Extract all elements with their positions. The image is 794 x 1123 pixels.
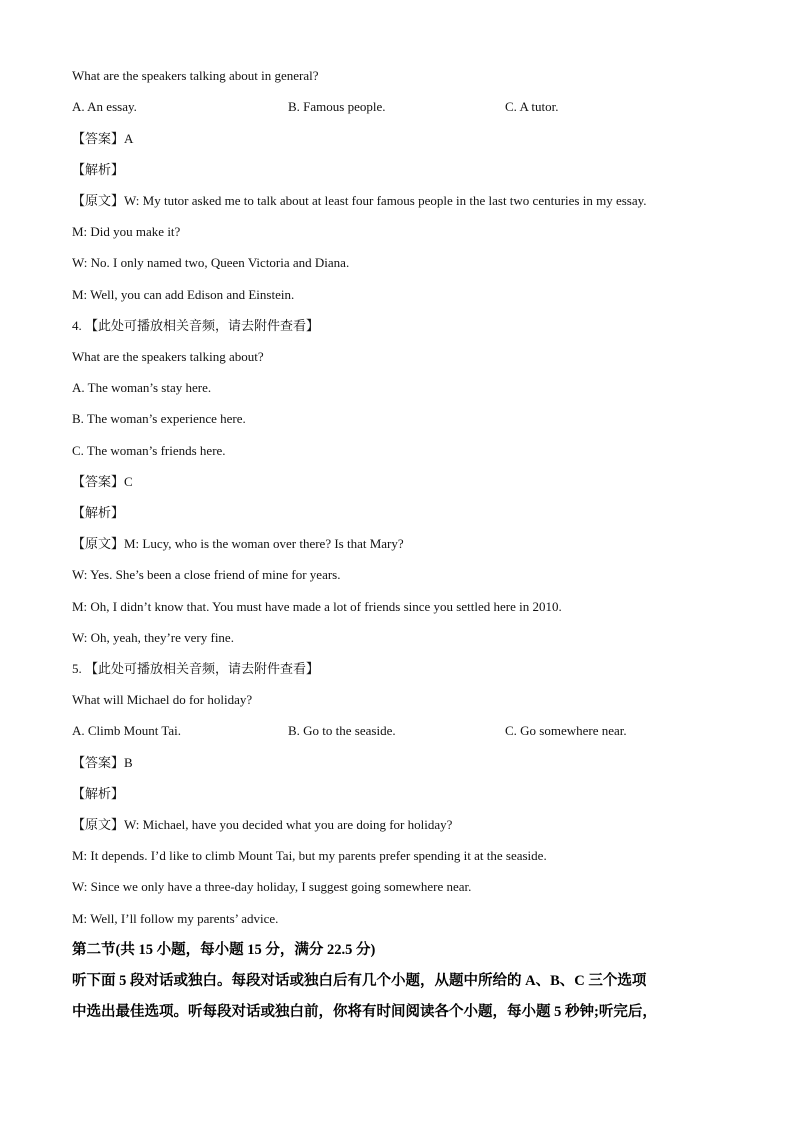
q3-script-line: W: No. I only named two, Queen Victoria and Diana. bbox=[72, 255, 350, 270]
q4-script-line: M: Oh, I didn’t know that. You must have made a lot of friends since you settled here in 2010. bbox=[72, 599, 562, 614]
q4-script-line: 【原文】M: Lucy, who is the woman over there? Is that Mary? bbox=[72, 536, 404, 551]
q5-question: What will Michael do for holiday? bbox=[72, 692, 253, 707]
q3-option-c: C. A tutor. bbox=[505, 99, 559, 114]
q3-script-line: M: Did you make it? bbox=[72, 224, 181, 239]
q5-option-c: C. Go somewhere near. bbox=[505, 723, 627, 738]
q5-script-line: M: Well, I’ll follow my parents’ advice. bbox=[72, 911, 279, 926]
q5-audio-header: 5. 【此处可播放相关音频，请去附件查看】 bbox=[72, 661, 320, 676]
q5-script-line: M: It depends. I’d like to climb Mount Tai, but my parents prefer spending it at the seaside. bbox=[72, 848, 547, 863]
q5-script-line: 【原文】W: Michael, have you decided what you are doing for holiday? bbox=[72, 817, 453, 832]
q5-options bbox=[72, 723, 722, 739]
q5-script-line: W: Since we only have a three-day holiday, I suggest going somewhere near. bbox=[72, 879, 472, 894]
section-2-title: 第二节(共 15 小题，每小题 15 分，满分 22.5 分) bbox=[72, 942, 376, 958]
q4-script-line: W: Yes. She’s been a close friend of mine for years. bbox=[72, 567, 341, 582]
q4-question: What are the speakers talking about? bbox=[72, 349, 264, 364]
q3-option-a: A. An essay. bbox=[72, 99, 137, 114]
q4-script-line: W: Oh, yeah, they’re very fine. bbox=[72, 630, 234, 645]
q5-answer: 【答案】B bbox=[72, 755, 133, 770]
q3-question: What are the speakers talking about in general? bbox=[72, 68, 319, 83]
q4-option-b: B. The woman’s experience here. bbox=[72, 411, 246, 426]
q3-script-line: M: Well, you can add Edison and Einstein. bbox=[72, 287, 295, 302]
q3-option-b: B. Famous people. bbox=[288, 99, 386, 114]
q4-option-c: C. The woman’s friends here. bbox=[72, 443, 226, 458]
q5-option-a: A. Climb Mount Tai. bbox=[72, 723, 181, 738]
section-2-instructions-line: 听下面 5 段对话或独白。每段对话或独白后有几个小题，从题中所给的 A、B、C 三个选项 bbox=[72, 973, 647, 989]
q3-analysis-label: 【解析】 bbox=[72, 162, 125, 177]
q3-script-line: 【原文】W: My tutor asked me to talk about at least four famous people in the last two centuries in my essay. bbox=[72, 193, 647, 208]
q5-option-b: B. Go to the seaside. bbox=[288, 723, 396, 738]
q3-options bbox=[72, 99, 722, 115]
q4-answer: 【答案】C bbox=[72, 474, 133, 489]
q3-answer: 【答案】A bbox=[72, 131, 134, 146]
q4-audio-header: 4. 【此处可播放相关音频，请去附件查看】 bbox=[72, 318, 320, 333]
section-2-instructions-line: 中选出最佳选项。听每段对话或独白前，你将有时间阅读各个小题，每小题 5 秒钟;听完后， bbox=[72, 1004, 657, 1020]
q5-analysis-label: 【解析】 bbox=[72, 786, 125, 801]
q4-option-a: A. The woman’s stay here. bbox=[72, 380, 212, 395]
q4-analysis-label: 【解析】 bbox=[72, 505, 125, 520]
